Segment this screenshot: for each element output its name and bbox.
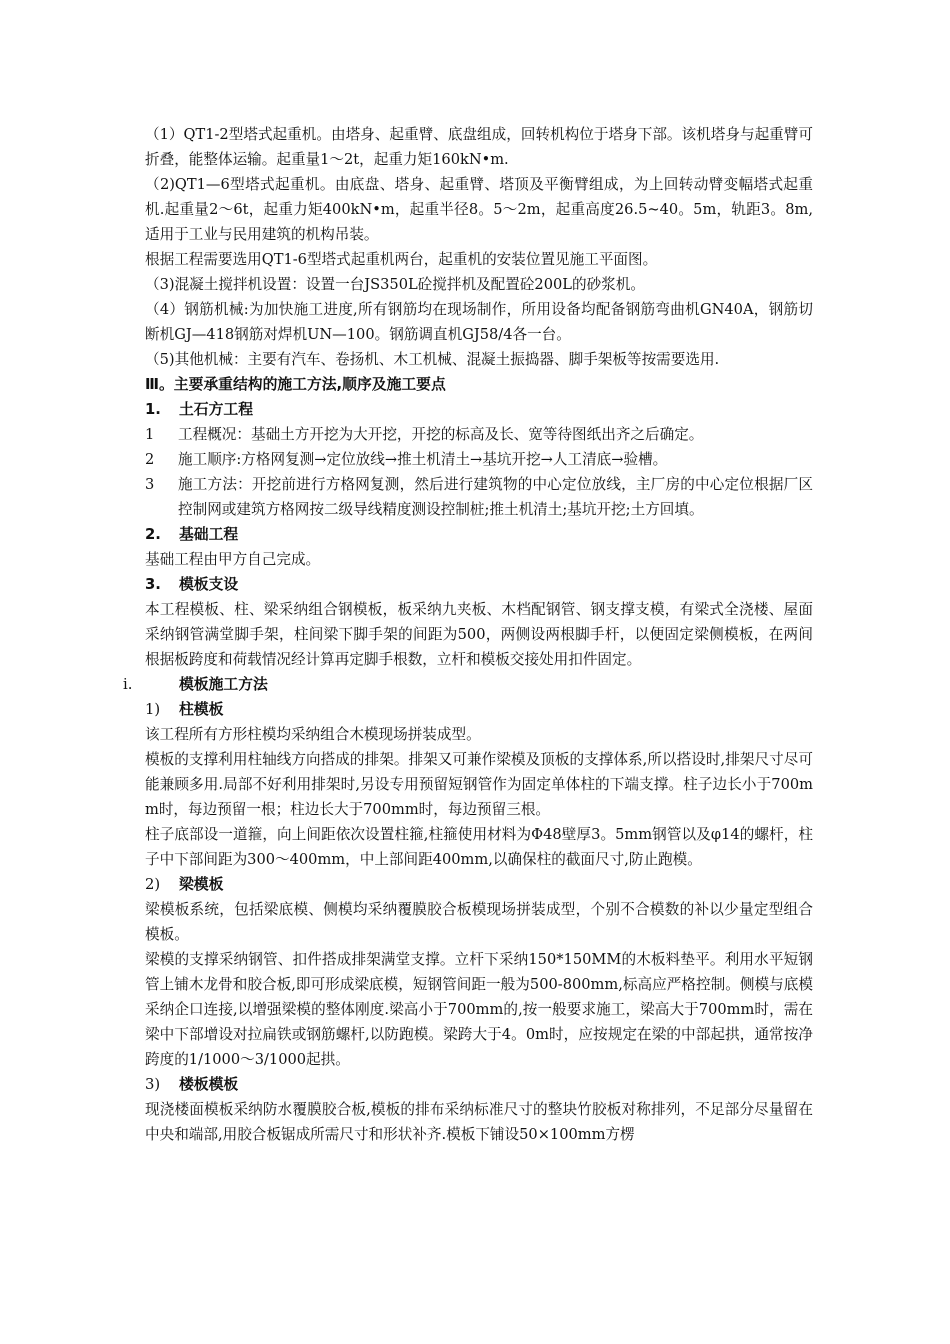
formwork-heading (145, 572, 813, 597)
heading-title: 基础工程 (179, 526, 239, 543)
list-item-text: 工程概况：基础土方开挖为大开挖，开挖的标高及长、宽等待图纸出齐之后确定。 (178, 426, 704, 443)
heading-title: 柱模板 (179, 701, 224, 718)
beam-paragraph-1: 梁模板系统，包括梁底模、侧模均采纳覆膜胶合板模现场拼装成型，个别不合模数的补以少量定型组合模板。 (145, 901, 813, 943)
heading-number: i. (123, 676, 133, 693)
heading-number: 1) (145, 701, 161, 718)
heading-number: 2. (145, 526, 161, 543)
list-item-number: 1 (145, 426, 155, 443)
formwork-paragraph: 本工程模板、柱、梁采纳组合钢模板，板采纳九夹板、木档配钢管、钢支撑支模，有梁式全浇楼、屋面采纳钢管满堂脚手架，柱间梁下脚手架的间距为500，两侧设两根脚手杆，以便固定梁侧模板，在两间根据板跨度和荷载情况经计算再定脚手根数，立杆和模板交接处用扣件固定。 (145, 601, 813, 668)
heading-number: 3) (145, 1076, 161, 1093)
mixer-paragraph: （3)混凝土搅拌机设置：设置一台JS350L砼搅拌机及配置砼200L的砂浆机。 (145, 276, 645, 293)
heading-number: 3. (145, 576, 161, 593)
beam-paragraph-2: 梁模的支撑采纳钢管、扣件搭成排架满堂支撑。立杆下采纳150*150MM的木板料垫平。利用水平短钢管上铺木龙骨和胶合板,即可形成梁底模，短钢管间距一般为500-800mm,标高应严格控制。侧模与底模采纳企口连接,以增强梁模的整体刚度.梁高小于700mm的,按一般要求施工，梁高大于700mm时，需在梁中下部增设对拉扁铁或钢筋螺杆,以防跑模。梁跨大于4。0m时，应按规定在梁的中部起拱，通常按净跨度的1/1000～3/1000起拱。 (145, 951, 813, 1068)
crane-selection-paragraph: 根据工程需要选用QT1-6型塔式起重机两台，起重机的安装位置见施工平面图。 (145, 251, 658, 268)
slab-formwork-heading (145, 1072, 813, 1097)
list-item-text: 施工顺序:方格网复测→定位放线→推土机清土→基坑开挖→人工清底→验槽。 (178, 451, 668, 468)
foundation-heading (145, 522, 813, 547)
list-item (145, 472, 813, 522)
column-paragraph-3: 柱子底部设一道箍，向上间距依次设置柱箍,柱箍使用材料为Φ48壁厚3。5mm钢管以及φ14的螺杆，柱子中下部间距为300～400mm，中上部间距400mm,以确保柱的截面尺寸,防止跑模。 (145, 826, 813, 868)
column-formwork-heading (145, 697, 813, 722)
crane-qt1-6-paragraph: （2)QT1—6型塔式起重机。由底盘、塔身、起重臂、塔顶及平衡臂组成，为上回转动臂变幅塔式起重机.起重量2～6t，起重力矩400kN•m，起重半径8。5～2m，起重高度26.5~40。5m，轨距3。8m,适用于工业与民用建筑的机构吊装。 (145, 176, 813, 243)
list-item-number: 2 (145, 451, 155, 468)
heading-title: 楼板模板 (179, 1076, 239, 1093)
list-item-number: 3 (145, 476, 155, 493)
heading-title: 土石方工程 (179, 401, 253, 418)
heading-title: 模板支设 (179, 576, 239, 593)
list-item (145, 447, 813, 472)
formwork-method-heading (123, 672, 813, 697)
list-item-text: 施工方法：开挖前进行方格网复测，然后进行建筑物的中心定位放线，主厂房的中心定位根据厂区控制网或建筑方格网按二级导线精度测设控制桩;推土机清土;基坑开挖;土方回填。 (178, 476, 813, 518)
rebar-machinery-paragraph: （4）钢筋机械:为加快施工进度,所有钢筋均在现场制作，所用设备均配备钢筋弯曲机GN40A，钢筋切断机GJ—418钢筋对焊机UN—100。钢筋调直机GJ58/4各一台。 (145, 301, 813, 343)
heading-title: 模板施工方法 (179, 676, 268, 693)
earthwork-heading (145, 397, 813, 422)
document-body (123, 122, 813, 1147)
column-paragraph-2: 模板的支撑利用柱轴线方向搭成的排架。排架又可兼作梁模及顶板的支撑体系,所以搭设时,排架尺寸尽可能兼顾多用.局部不好利用排架时,另设专用预留短钢管作为固定单体柱的下端支撑。柱子边长小于700mm时，每边预留一根；柱边长大于700mm时，每边预留三根。 (145, 751, 813, 818)
crane-qt1-2-paragraph: （1）QT1-2型塔式起重机。由塔身、起重臂、底盘组成，回转机构位于塔身下部。该机塔身与起重臂可折叠，能整体运输。起重量1～2t，起重力矩160kN•m. (145, 126, 813, 168)
list-item (145, 422, 813, 447)
heading-number: 2) (145, 876, 161, 893)
heading-title: 梁模板 (179, 876, 224, 893)
foundation-paragraph: 基础工程由甲方自己完成。 (145, 551, 321, 568)
section-3-heading: Ⅲ。主要承重结构的施工方法,顺序及施工要点 (145, 376, 446, 393)
slab-paragraph-1: 现浇楼面模板采纳防水覆膜胶合板,模板的排布采纳标准尺寸的整块竹胶板对称排列，不足部分尽量留在中央和端部,用胶合板锯成所需尺寸和形状补齐.模板下铺设50×100mm方楞 (145, 1101, 813, 1143)
column-paragraph-1: 该工程所有方形柱模均采纳组合木模现场拼装成型。 (145, 726, 481, 743)
heading-number: 1. (145, 401, 161, 418)
other-machinery-paragraph: （5)其他机械：主要有汽车、卷扬机、木工机械、混凝土振捣器、脚手架板等按需要选用. (145, 351, 720, 368)
beam-formwork-heading (145, 872, 813, 897)
